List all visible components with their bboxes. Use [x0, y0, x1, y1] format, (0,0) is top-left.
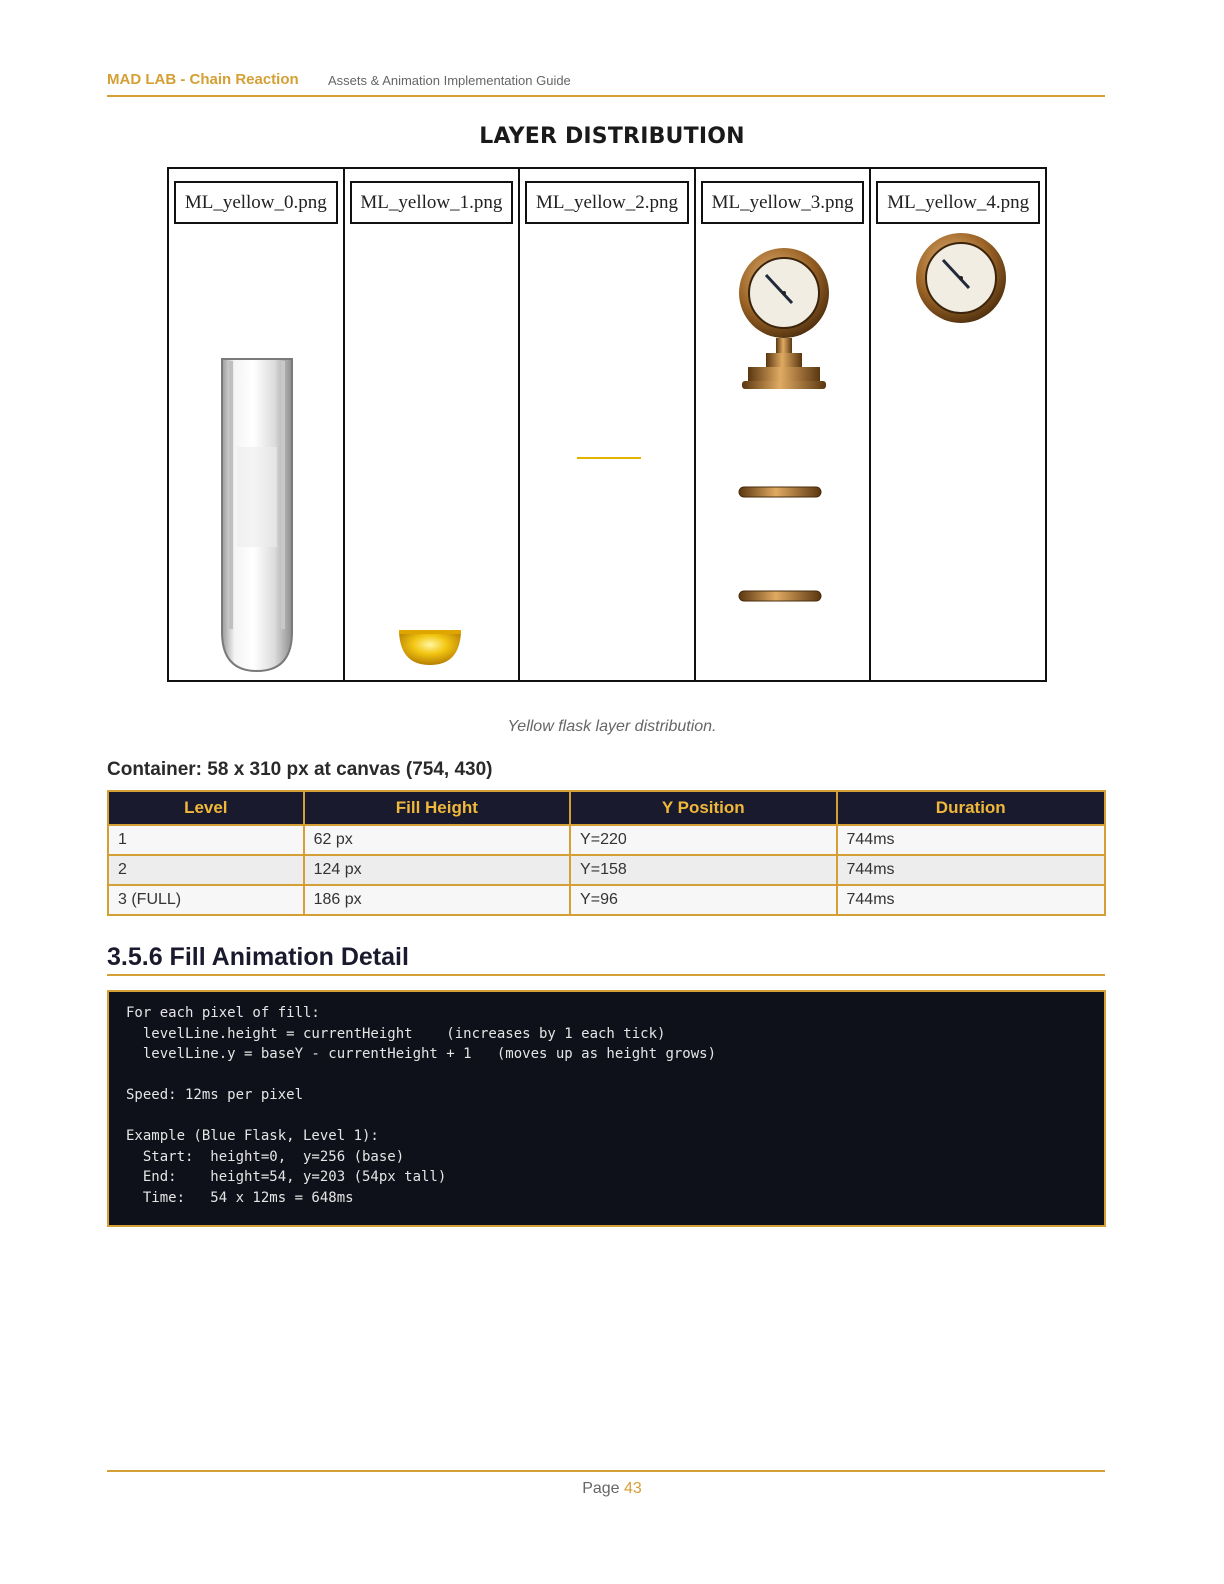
layer-distribution-figure [167, 167, 1047, 682]
page-number: 43 [624, 1480, 642, 1497]
figure-caption: Yellow flask layer distribution. [507, 718, 717, 735]
code-line [126, 1065, 1087, 1086]
layer-column-3 [696, 169, 872, 680]
layer-label: ML_yellow_1.png [350, 181, 514, 224]
table-header-cell: Level [108, 791, 304, 825]
layer-label: ML_yellow_0.png [174, 181, 338, 224]
figure-title: LAYER DISTRIBUTION [479, 124, 745, 149]
brass-ring-icon [738, 589, 822, 603]
gauge-face-icon [915, 232, 1007, 324]
code-line: Example (Blue Flask, Level 1): [126, 1128, 379, 1144]
table-row [108, 885, 1105, 915]
table-cell: 186 px [304, 885, 570, 915]
table-header-cell: Fill Height [304, 791, 570, 825]
levels-table [107, 790, 1106, 916]
table-cell: Y=220 [570, 825, 836, 855]
table-header-cell: Y Position [570, 791, 836, 825]
document-title: Assets & Animation Implementation Guide [328, 73, 571, 88]
layer-column-1 [345, 169, 521, 680]
table-row [108, 855, 1105, 885]
layer-label: ML_yellow_4.png [876, 181, 1040, 224]
code-line: levelLine.y = baseY - currentHeight + 1 (moves up as height grows) [126, 1046, 717, 1062]
container-info: Container: 58 x 310 px at canvas (754, 430) [107, 759, 493, 780]
table-cell: 744ms [837, 885, 1106, 915]
layer-label: ML_yellow_3.png [701, 181, 865, 224]
code-line: End: height=54, y=203 (54px tall) [126, 1169, 447, 1185]
page-label: Page [582, 1480, 620, 1497]
footer-divider [107, 1470, 1105, 1472]
code-block [107, 990, 1106, 1227]
page-header [107, 70, 1105, 97]
code-line: For each pixel of fill: [126, 1005, 320, 1021]
code-line: Start: height=0, y=256 (base) [126, 1148, 405, 1165]
table-row [108, 825, 1105, 855]
table-cell: 62 px [304, 825, 570, 855]
table-cell: Y=96 [570, 885, 836, 915]
layer-column-0 [169, 169, 345, 680]
table-cell: 3 (FULL) [108, 885, 304, 915]
table-cell: 1 [108, 825, 304, 855]
table-cell: 2 [108, 855, 304, 885]
table-cell: 124 px [304, 855, 570, 885]
layer-column-4 [871, 169, 1045, 680]
section-heading: 3.5.6 Fill Animation Detail [107, 943, 1105, 976]
layer-column-2 [520, 169, 696, 680]
table-cell: 744ms [837, 855, 1106, 885]
layer-label: ML_yellow_2.png [525, 181, 689, 224]
table-header-cell: Duration [837, 791, 1106, 825]
code-line: Speed: 12ms per pixel [126, 1087, 304, 1103]
brand-title: MAD LAB - Chain Reaction [107, 71, 299, 88]
table-header-row [108, 791, 1105, 825]
test-tube-icon [217, 357, 297, 677]
brass-ring-icon [738, 485, 822, 499]
code-line: Time: 54 x 12ms = 648ms [126, 1189, 354, 1206]
table-cell: 744ms [837, 825, 1106, 855]
code-line: levelLine.height = currentHeight (increases by 1 each tick) [126, 1025, 666, 1042]
level-line-icon [577, 455, 641, 461]
page-footer [0, 1480, 1224, 1498]
table-cell: Y=158 [570, 855, 836, 885]
pressure-gauge-icon [738, 247, 830, 407]
code-line [126, 1106, 1087, 1127]
liquid-blob-icon [398, 629, 462, 667]
